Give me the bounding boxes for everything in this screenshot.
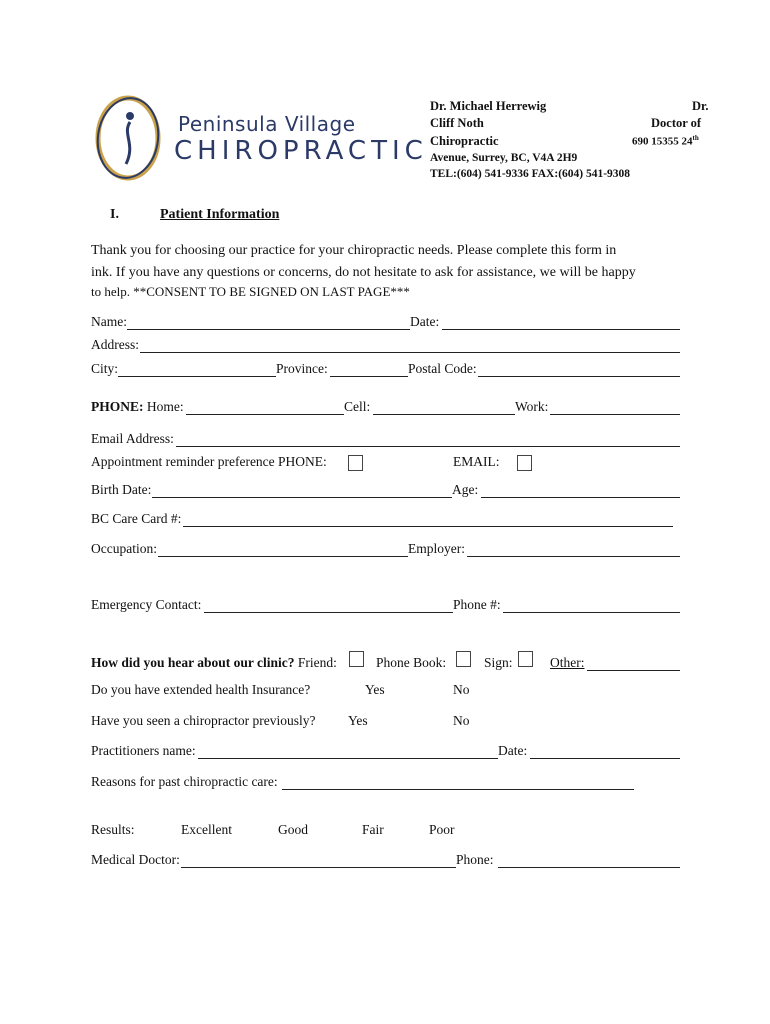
logo-text-line2: CHIROPRACTIC [174, 136, 428, 166]
previous-chiro-yes[interactable]: Yes [348, 713, 368, 728]
previous-chiro-question: Have you seen a chiropractor previously? [91, 713, 316, 728]
clinic-logo [92, 94, 427, 184]
practitioner-date-label: Date: [498, 743, 528, 758]
referral-sign-label: Sign: [484, 655, 513, 670]
province-label: Province: [276, 361, 328, 376]
doctor-2-prefix: Dr. [692, 99, 709, 113]
insurance-no[interactable]: No [453, 682, 470, 697]
referral-phonebook-checkbox[interactable] [456, 651, 471, 667]
occupation-label: Occupation: [91, 541, 157, 556]
emergency-contact-label: Emergency Contact: [91, 597, 202, 612]
postal-code-label: Postal Code: [408, 361, 477, 376]
referral-sign-checkbox[interactable] [518, 651, 533, 667]
street-suffix: th [692, 134, 699, 142]
name-field[interactable] [127, 329, 410, 330]
email-label: Email Address: [91, 431, 174, 446]
medical-doctor-phone-label: Phone: [456, 852, 494, 867]
past-care-reasons-field[interactable] [282, 789, 634, 790]
street-number: 690 15355 24 [632, 135, 693, 148]
previous-chiro-no[interactable]: No [453, 713, 470, 728]
header-line2-right: Doctor of [651, 116, 702, 130]
date-field[interactable] [442, 329, 680, 330]
work-phone-label: Work: [515, 399, 549, 414]
age-label: Age: [452, 482, 479, 497]
cell-phone-field[interactable] [373, 414, 515, 415]
referral-other-label: Other: [550, 655, 585, 670]
occupation-field[interactable] [158, 556, 408, 557]
reminder-phone-checkbox[interactable] [348, 455, 363, 471]
date-label: Date: [410, 314, 440, 329]
birth-date-label: Birth Date: [91, 482, 152, 497]
insurance-yes[interactable]: Yes [365, 682, 385, 697]
practitioner-name-label: Practitioners name: [91, 743, 196, 758]
results-good[interactable]: Good [278, 822, 308, 837]
results-fair[interactable]: Fair [362, 822, 384, 837]
results-poor[interactable]: Poor [429, 822, 455, 837]
insurance-question: Do you have extended health Insurance? [91, 682, 311, 697]
logo-text-line1: Peninsula Village [178, 112, 356, 136]
intro-line-1: Thank you for choosing our practice for your chiropractic needs. Please complete this form in [91, 243, 617, 258]
address-label: Address: [91, 337, 139, 352]
home-phone-label: Home: [143, 399, 184, 414]
home-phone-field[interactable] [186, 414, 344, 415]
results-excellent[interactable]: Excellent [181, 822, 232, 837]
results-label: Results: [91, 822, 135, 837]
city-field[interactable] [118, 376, 276, 377]
referral-phonebook-label: Phone Book: [376, 655, 447, 670]
section-title: Patient Information [160, 207, 280, 222]
postal-code-field[interactable] [478, 376, 680, 377]
medical-doctor-field[interactable] [181, 867, 456, 868]
intro-line-3: to help. **CONSENT TO BE SIGNED ON LAST PAGE*** [91, 284, 410, 299]
city-label: City: [91, 361, 119, 376]
header-line2-left: Cliff Noth [430, 116, 484, 130]
emergency-contact-field[interactable] [204, 612, 453, 613]
referral-other-field[interactable] [587, 670, 680, 671]
header-line3-left: Chiropractic [430, 134, 499, 148]
cell-phone-label: Cell: [344, 399, 371, 414]
medical-doctor-phone-field[interactable] [498, 867, 680, 868]
name-label: Name: [91, 314, 127, 329]
practitioner-date-field[interactable] [530, 758, 680, 759]
intro-line-2: ink. If you have any questions or concerns, do not hesitate to ask for assistance, we will be happy [91, 265, 636, 280]
phone-label: PHONE: [91, 399, 144, 414]
reminder-email-checkbox[interactable] [517, 455, 532, 471]
email-field[interactable] [176, 446, 680, 447]
bc-care-field[interactable] [183, 526, 673, 527]
section-number: I. [110, 207, 119, 222]
birth-date-field[interactable] [152, 497, 452, 498]
clinic-phones: TEL:(604) 541-9336 FAX:(604) 541-9308 [430, 168, 631, 180]
referral-friend-label: Friend: [294, 655, 337, 670]
employer-field[interactable] [467, 556, 680, 557]
reminder-email-label: EMAIL: [453, 454, 500, 469]
reminder-label: Appointment reminder preference PHONE: [91, 454, 327, 469]
medical-doctor-label: Medical Doctor: [91, 852, 180, 867]
age-field[interactable] [481, 497, 680, 498]
referral-friend-checkbox[interactable] [349, 651, 364, 667]
phone-row [91, 399, 184, 415]
employer-label: Employer: [408, 541, 465, 556]
referral-question: How did you hear about our clinic? [91, 655, 295, 670]
practitioner-name-field[interactable] [198, 758, 498, 759]
spine-logo-icon [92, 94, 164, 182]
doctor-1: Dr. Michael Herrewig [430, 99, 547, 113]
header-line3-right [632, 134, 699, 148]
past-care-reasons-label: Reasons for past chiropractic care: [91, 774, 278, 789]
clinic-address: Avenue, Surrey, BC, V4A 2H9 [430, 152, 578, 164]
work-phone-field[interactable] [550, 414, 680, 415]
province-field[interactable] [330, 376, 408, 377]
emergency-phone-field[interactable] [503, 612, 680, 613]
referral-row [91, 655, 337, 671]
bc-care-label: BC Care Card #: [91, 511, 182, 526]
emergency-phone-label: Phone #: [453, 597, 501, 612]
address-field[interactable] [140, 352, 680, 353]
